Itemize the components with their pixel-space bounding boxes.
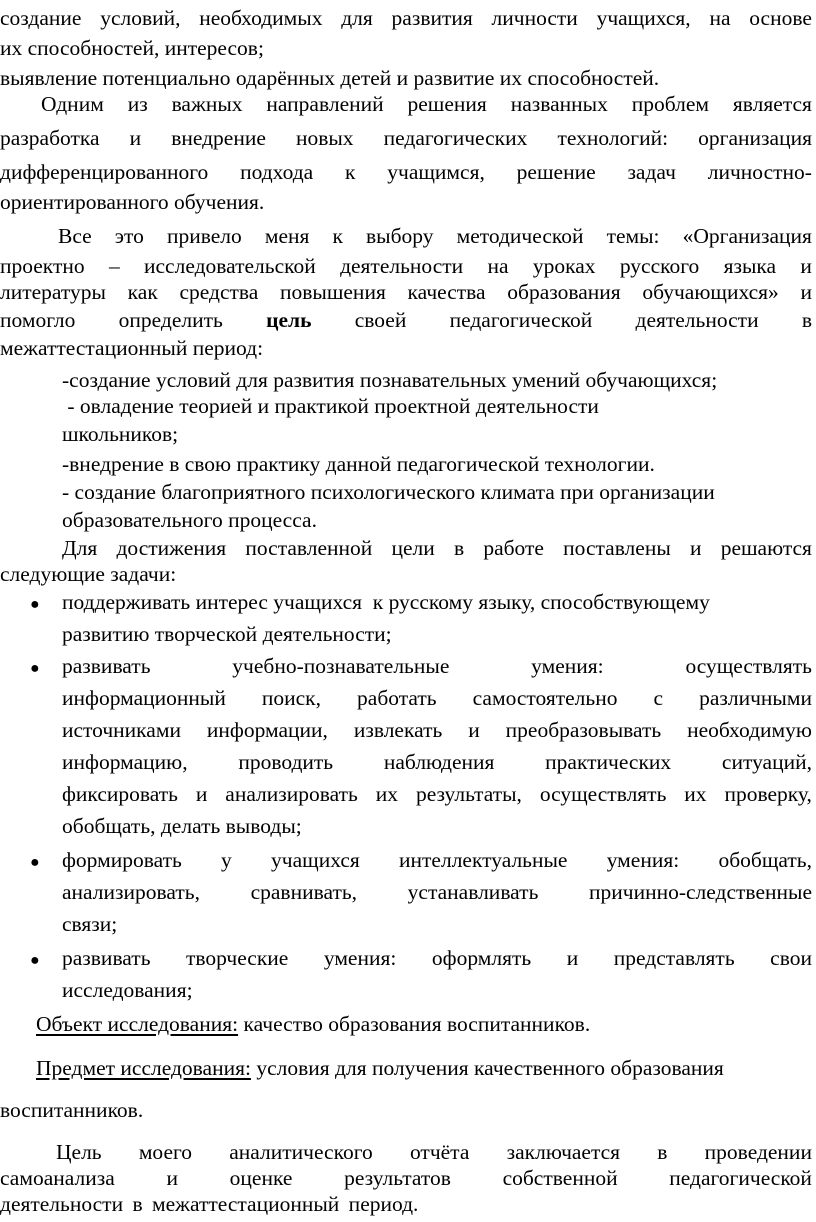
text-line: проектно – исследовательской деятельности на уроках русского языка и [0, 254, 812, 278]
text-line: Цель моего аналитического отчёта заключается в проведении [56, 1140, 812, 1164]
research-object [36, 1012, 816, 1037]
bullet-icon: ● [30, 854, 40, 871]
text-line: информацию, проводить наблюдения практических ситуаций, [62, 750, 812, 774]
research-object-text: качество образования воспитанников. [243, 1012, 591, 1036]
text-line: информационный поиск, работать самостоятельно с различными [62, 686, 812, 710]
text-line: поддерживать интерес учащихся к русскому языку, способствующему [62, 590, 710, 614]
text-line: связи; [62, 912, 118, 936]
text-line: воспитанников. [0, 1098, 144, 1122]
text-line: обобщать, делать выводы; [62, 814, 302, 838]
text-line: дифференцированного подхода к учащимся, решение задач личностно- [0, 160, 812, 184]
text-line: создание условий, необходимых для развития личности учащихся, на основе [0, 6, 812, 30]
text-line: их способностей, интересов; [0, 36, 264, 60]
text-line: ориентированного обучения. [0, 190, 265, 214]
research-object-label: Объект исследования: [36, 1012, 239, 1036]
bullet-icon: ● [30, 952, 40, 969]
text-line: развитию творческой деятельности; [62, 622, 392, 646]
text-line: литературы как средства повышения качества образования обучающихся» и [0, 280, 812, 304]
text-line: источниками информации, извлекать и преобразовывать необходимую [62, 718, 812, 742]
text-line: Предмет исследования: условия для получения качественного образования [36, 1056, 724, 1080]
text-line: фиксировать и анализировать их результаты, осуществлять их проверку, [62, 782, 812, 806]
goal-item-3: -внедрение в свою практику данной педагогической технологии. [62, 452, 655, 476]
text-line: исследования; [62, 978, 193, 1002]
text-line: самоанализа и оценке результатов собственной педагогической [0, 1166, 812, 1190]
text-line: деятельности в межаттестационный период. [0, 1192, 419, 1216]
text-line: Одним из важных направлений решения названных проблем является [41, 92, 812, 116]
text-line: образовательного процесса. [62, 508, 317, 532]
text-line: развивать творческие умения: оформлять и представлять свои [62, 946, 812, 970]
text-line: разработка и внедрение новых педагогических технологий: организация [0, 126, 812, 150]
text-line: анализировать, сравнивать, устанавливать причинно-следственные [62, 880, 812, 904]
goal-keyword: цель [266, 308, 312, 332]
goal-item-1: -создание условий для развития познавательных умений обучающихся; [62, 368, 718, 392]
text-line: межаттестационный период: [0, 336, 264, 360]
text-line: следующие задачи: [0, 562, 177, 586]
text-line: - овладение теорией и практикой проектной деятельности [62, 394, 599, 418]
text-line: Все это привело меня к выбору методической темы: «Организация [58, 224, 812, 248]
text-line: - создание благоприятного психологического климата при организации [62, 480, 715, 504]
text-line: Для достижения поставленной цели в работе поставлены и решаются [62, 536, 812, 560]
intro-list-item-2: выявление потенциально одарённых детей и развитие их способностей. [0, 66, 660, 90]
bullet-icon: ● [30, 596, 40, 613]
text-line: помогло определить цель своей педагогической деятельности в [0, 308, 812, 332]
bullet-icon: ● [30, 660, 40, 677]
text-line: школьников; [62, 422, 179, 446]
text-line: развивать учебно-познавательные умения: осуществлять [62, 654, 812, 678]
text-line: формировать у учащихся интеллектуальные умения: обобщать, [62, 848, 812, 872]
